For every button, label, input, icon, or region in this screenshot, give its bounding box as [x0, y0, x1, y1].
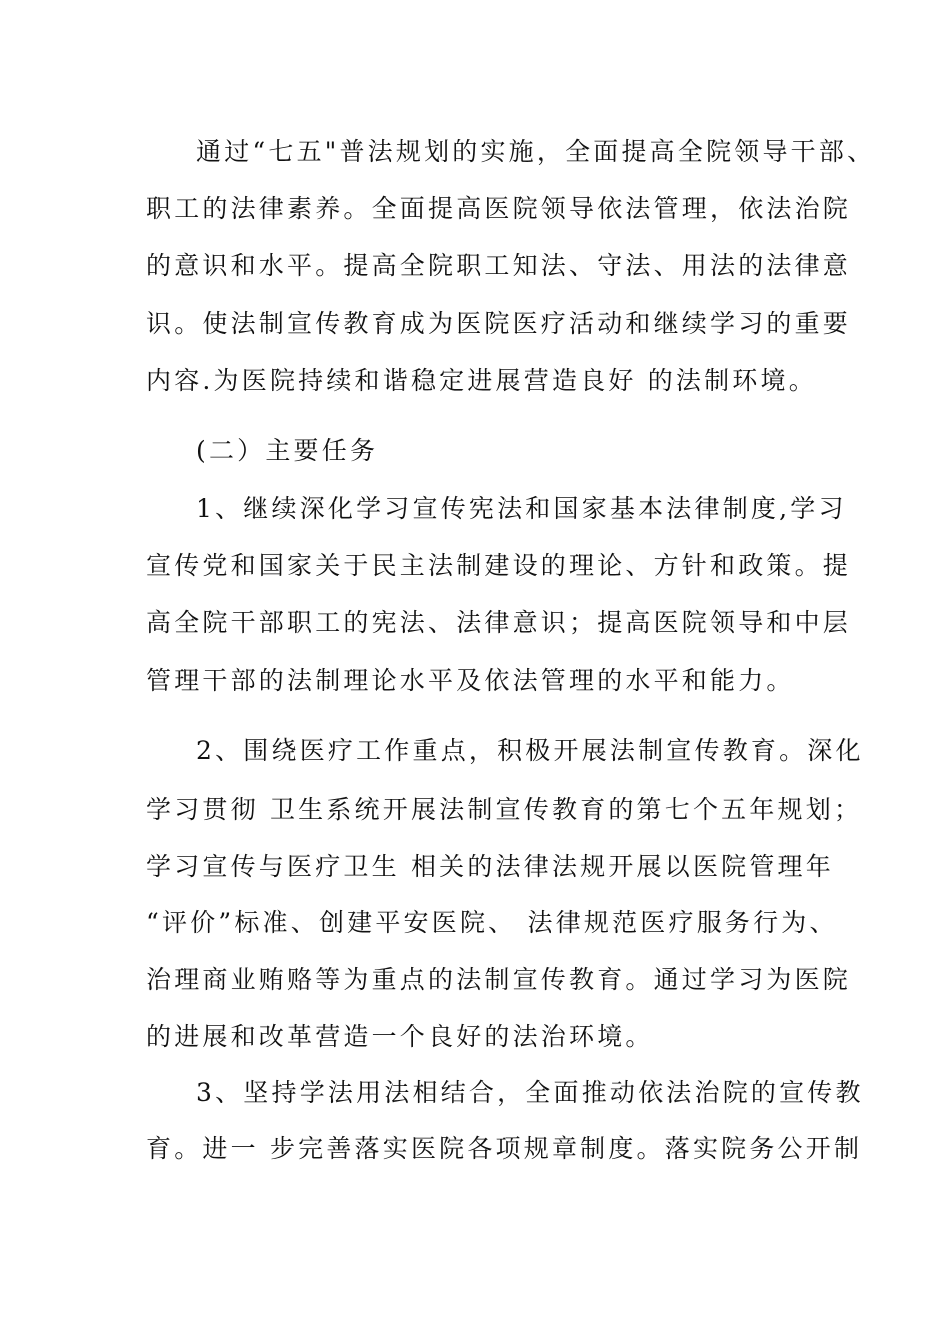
paragraph-2-line-2: 宣传党和国家关于民主法制建设的理论、方针和政策。提 — [146, 551, 852, 580]
paragraph-2-line-3: 高全院干部职工的宪法、法律意识；提高医院领导和中层 — [146, 608, 852, 637]
paragraph-3-line-4: “评价”标准、创建平安医院、 法律规范医疗服务行为、 — [146, 908, 838, 937]
paragraph-3-line-5: 治理商业贿赂等为重点的法制宣传教育。通过学习为医院 — [146, 965, 852, 994]
paragraph-2-line-1: 1、继续深化学习宣传宪法和国家基本法律制度,学习 — [196, 494, 847, 523]
paragraph-1-line-3: 的意识和水平。提高全院职工知法、守法、用法的法律意 — [146, 251, 852, 280]
paragraph-1-line-4: 识。使法制宣传教育成为医院医疗活动和继续学习的重要 — [146, 309, 852, 338]
paragraph-1-line-2: 职工的法律素养。全面提高医院领导依法管理，依法治院 — [146, 194, 852, 223]
section-heading: (二）主要任务 — [196, 436, 379, 465]
paragraph-1-line-5: 内容.为医院持续和谐稳定进展营造良好 的法制环境。 — [146, 366, 817, 395]
paragraph-3-line-6: 的进展和改革营造一个良好的法治环境。 — [146, 1022, 654, 1051]
paragraph-3-line-2: 学习贯彻 卫生系统开展法制宣传教育的第七个五年规划； — [146, 795, 863, 824]
paragraph-4-line-1: 3、坚持学法用法相结合，全面推动依法治院的宣传教 — [196, 1078, 864, 1107]
paragraph-3-line-3: 学习宣传与医疗卫生 相关的法律法规开展以医院管理年 — [146, 852, 834, 881]
paragraph-2-line-4: 管理干部的法制理论水平及依法管理的水平和能力。 — [146, 666, 795, 695]
paragraph-4-line-2: 育。进一 步完善落实医院各项规章制度。落实院务公开制 — [146, 1134, 863, 1163]
paragraph-1-line-1: 通过“七五"普法规划的实施，全面提高全院领导干部、 — [196, 137, 876, 166]
paragraph-3-line-1: 2、围绕医疗工作重点，积极开展法制宣传教育。深化 — [196, 736, 864, 765]
